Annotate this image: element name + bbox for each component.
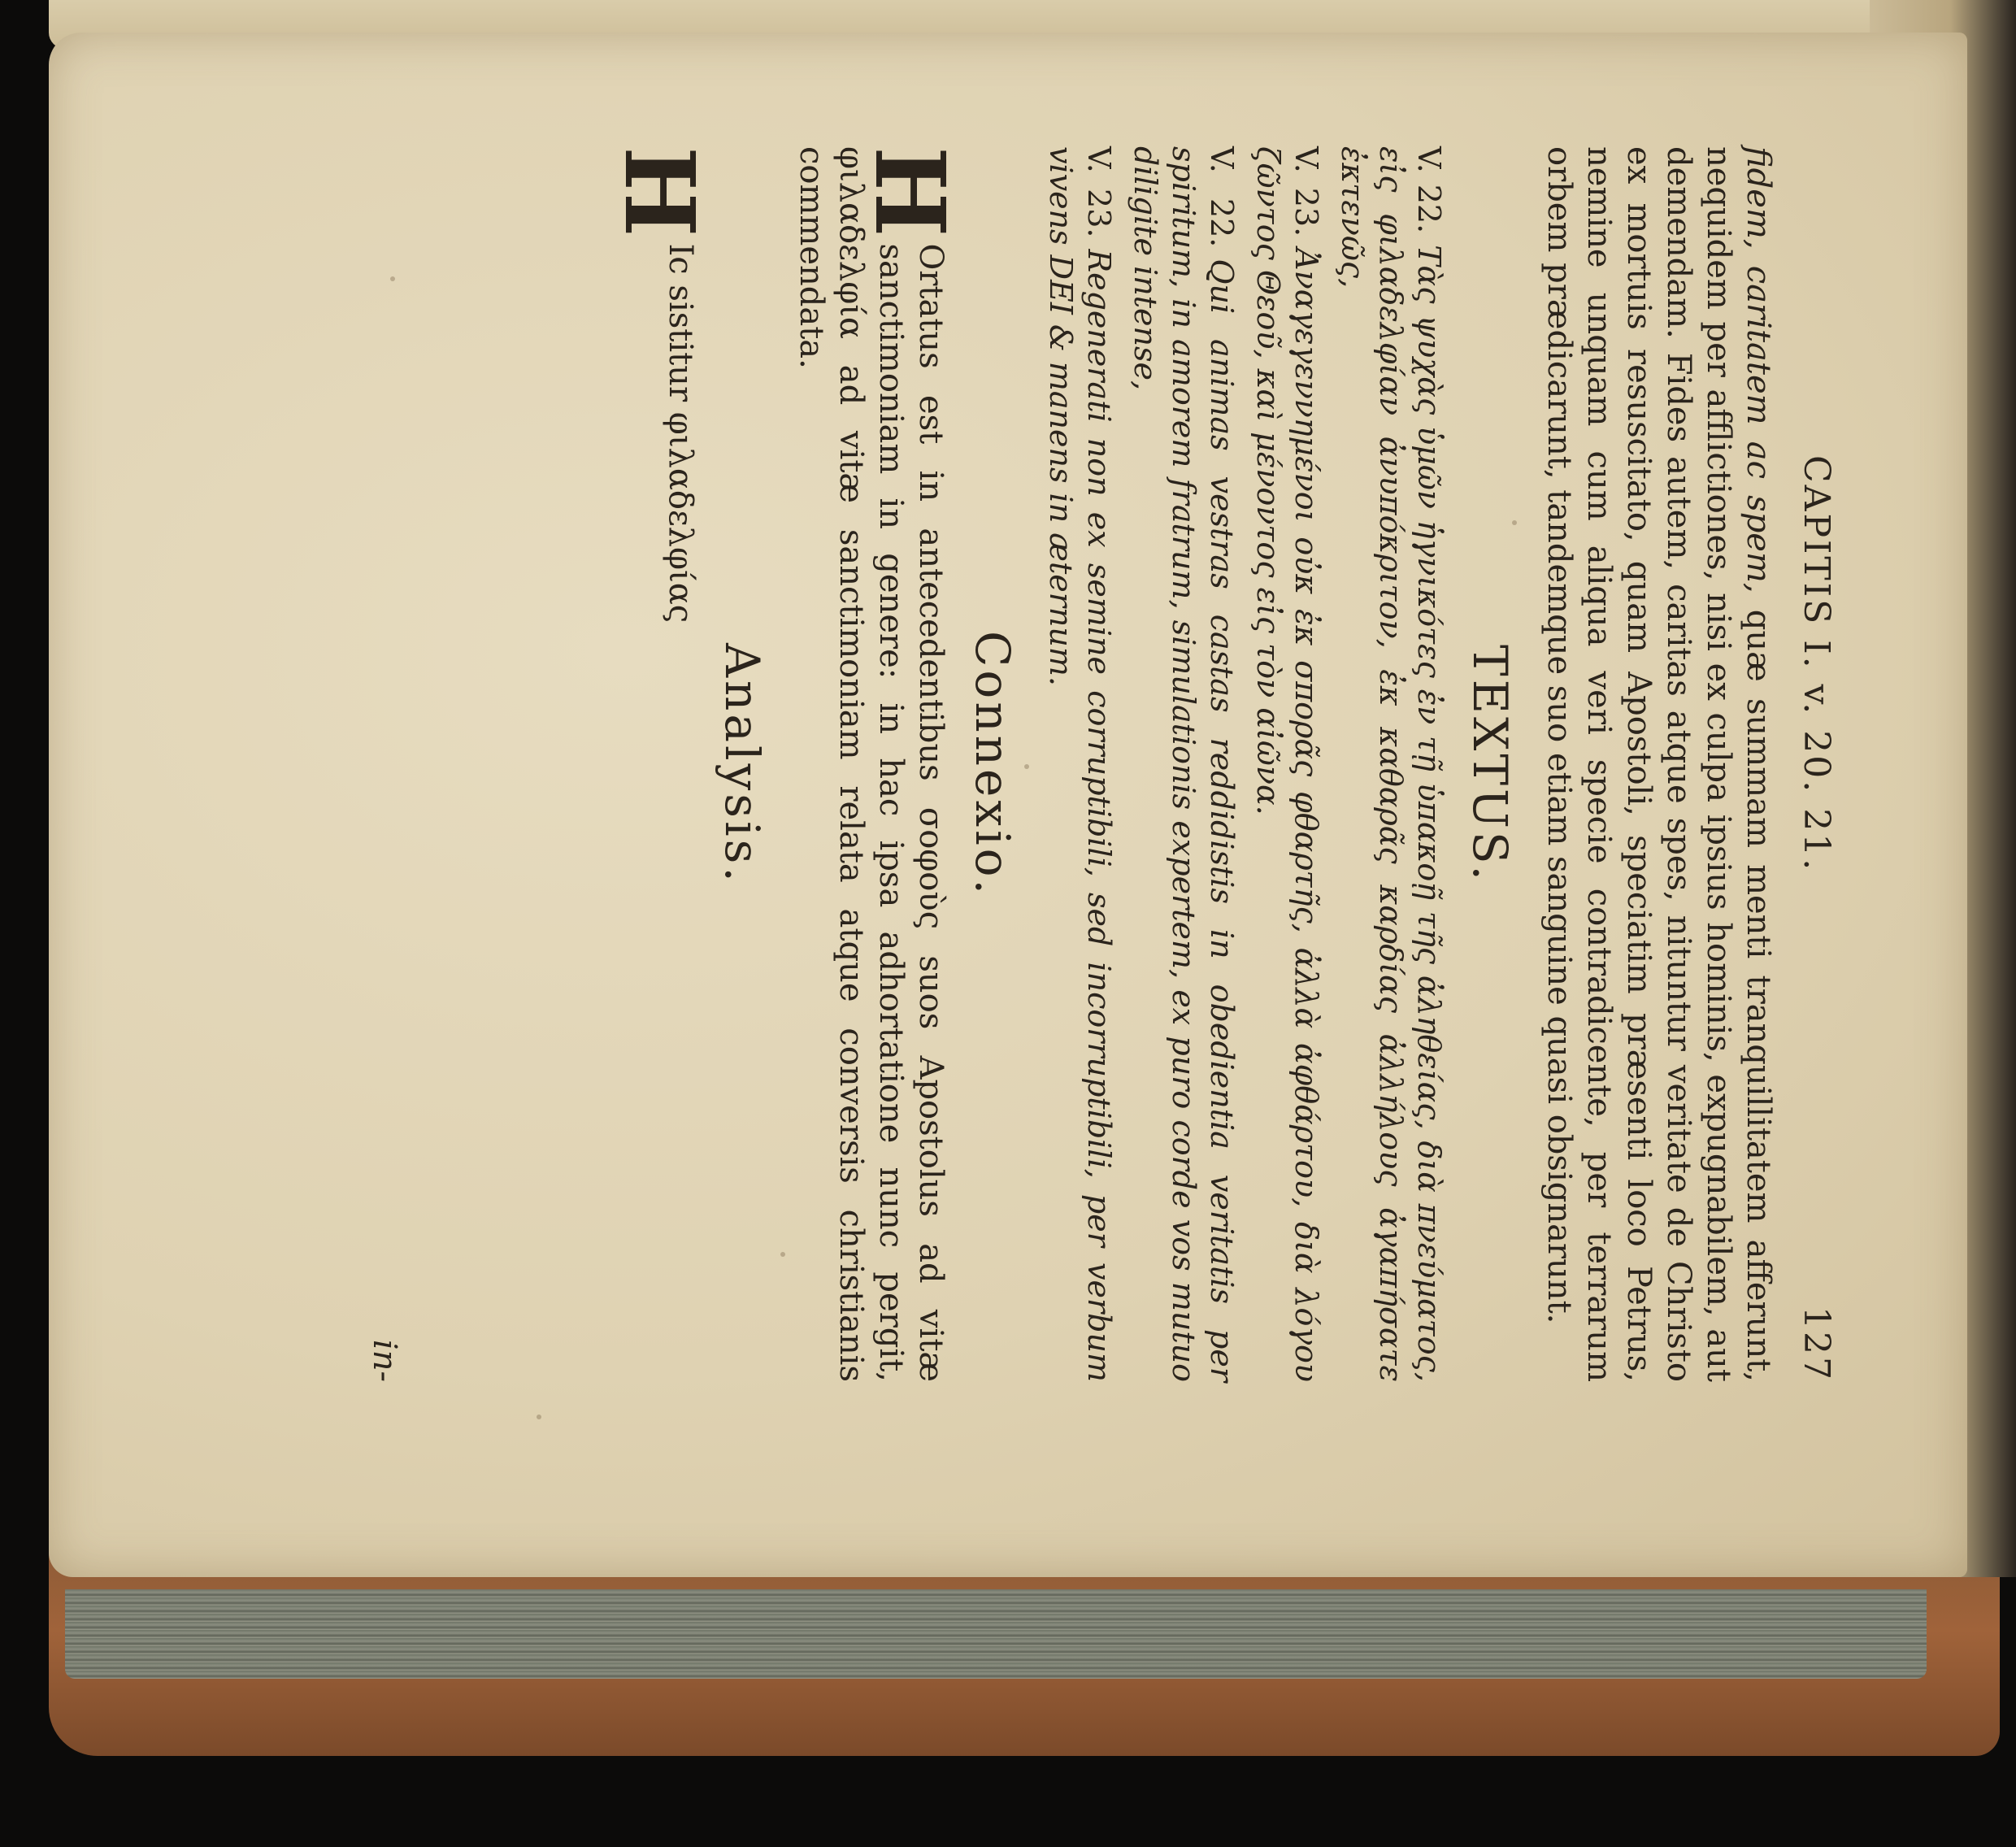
verse-number: V. 22. [1204, 146, 1240, 248]
verse-text: Ἀναγεγεννημένοι οὐκ ἐκ σπορᾶς φθαρτῆς, ἀλλὰ ἀφθάρτου, διὰ λόγου ζῶντος Θεοῦ, καὶ μένοντος εἰς τὸν αἰῶνα. [1250, 146, 1324, 1383]
book-page [49, 33, 1967, 1577]
catchword: in- [366, 1339, 403, 1382]
connexio-paragraph [791, 146, 967, 1382]
text-frame [293, 98, 1870, 1447]
intro-text: quæ summam menti tranquillitatem afferunt, nequidem per afflictiones, nisi ex culpa ipsius hominis, expugnabilem, aut demendam. Fides autem, caritas atque spes, nituntur veritate de Christo ex mortuis resuscitato, quam Apostoli, speciatim præsenti loco Petrus, nemine unquam cum aliqua veri specie contradicente, per terrarum orbem prædicarunt, tandemque suo etiam sanguine quasi obsignarunt. [1540, 146, 1777, 1382]
analysis-paragraph [603, 146, 716, 1382]
running-head [1796, 146, 1837, 1382]
page-block-edges [65, 1589, 1927, 1679]
analysis-heading: Analysis. [715, 643, 770, 885]
connexio-heading: Connexio. [965, 631, 1020, 897]
dropcap: H [854, 146, 967, 237]
intro-paragraph [1539, 146, 1778, 1382]
textus-heading: TEXTUS. [1462, 645, 1518, 884]
verse-text: Τὰς ψυχὰς ὑμῶν ἡγνικότες ἐν τῇ ὑπακοῇ τῆς ἀληθείας, διὰ πνεύματος, εἰς φιλαδελφίαν ἀνυπόκριτον, ἐκ καθαρᾶς καρδίας ἀλλήλους ἀγαπήσατε ἐκτενῶς, [1335, 146, 1447, 1382]
verse-text: Regenerati non ex semine corruptibili, sed incorruptibili, per verbum vivens DEI & manens in æternum. [1043, 146, 1117, 1382]
connexio-text: Ortatus est in antecedentibus σοφοὺς suos Apostolus ad vitæ sanctimoniam in genere: in hac ipsa adhortatione nunc pergit, φιλαδελφία ad vitæ sanctimoniam relata atque conversis christianis commendata. [793, 146, 949, 1382]
verse-number: V. 23. [1288, 146, 1324, 237]
verse-latin-23 [1041, 146, 1118, 1382]
verse-greek-22 [1333, 146, 1448, 1382]
rotated-text-block [293, 98, 1870, 1431]
running-head-title: CAPITIS I. v. 20. 21. [1796, 455, 1837, 873]
verse-number: V. 23. [1081, 146, 1117, 238]
verse-latin-22 [1126, 146, 1240, 1382]
page-number: 127 [1796, 1306, 1837, 1382]
intro-italic: fidem, caritatem ac spem, [1740, 146, 1777, 593]
verse-text: Qui animas vestras castas reddidistis in obedientia veritatis per spiritum, in amorem fratrum, simulationis expertem, ex puro corde vos mutuo diligite intense, [1127, 146, 1240, 1383]
verse-number: V. 22. [1411, 146, 1447, 234]
analysis-text: Ic sistitur φιλαδελφίας [662, 243, 699, 624]
verse-greek-23 [1249, 146, 1325, 1382]
dropcap: H [603, 146, 716, 237]
